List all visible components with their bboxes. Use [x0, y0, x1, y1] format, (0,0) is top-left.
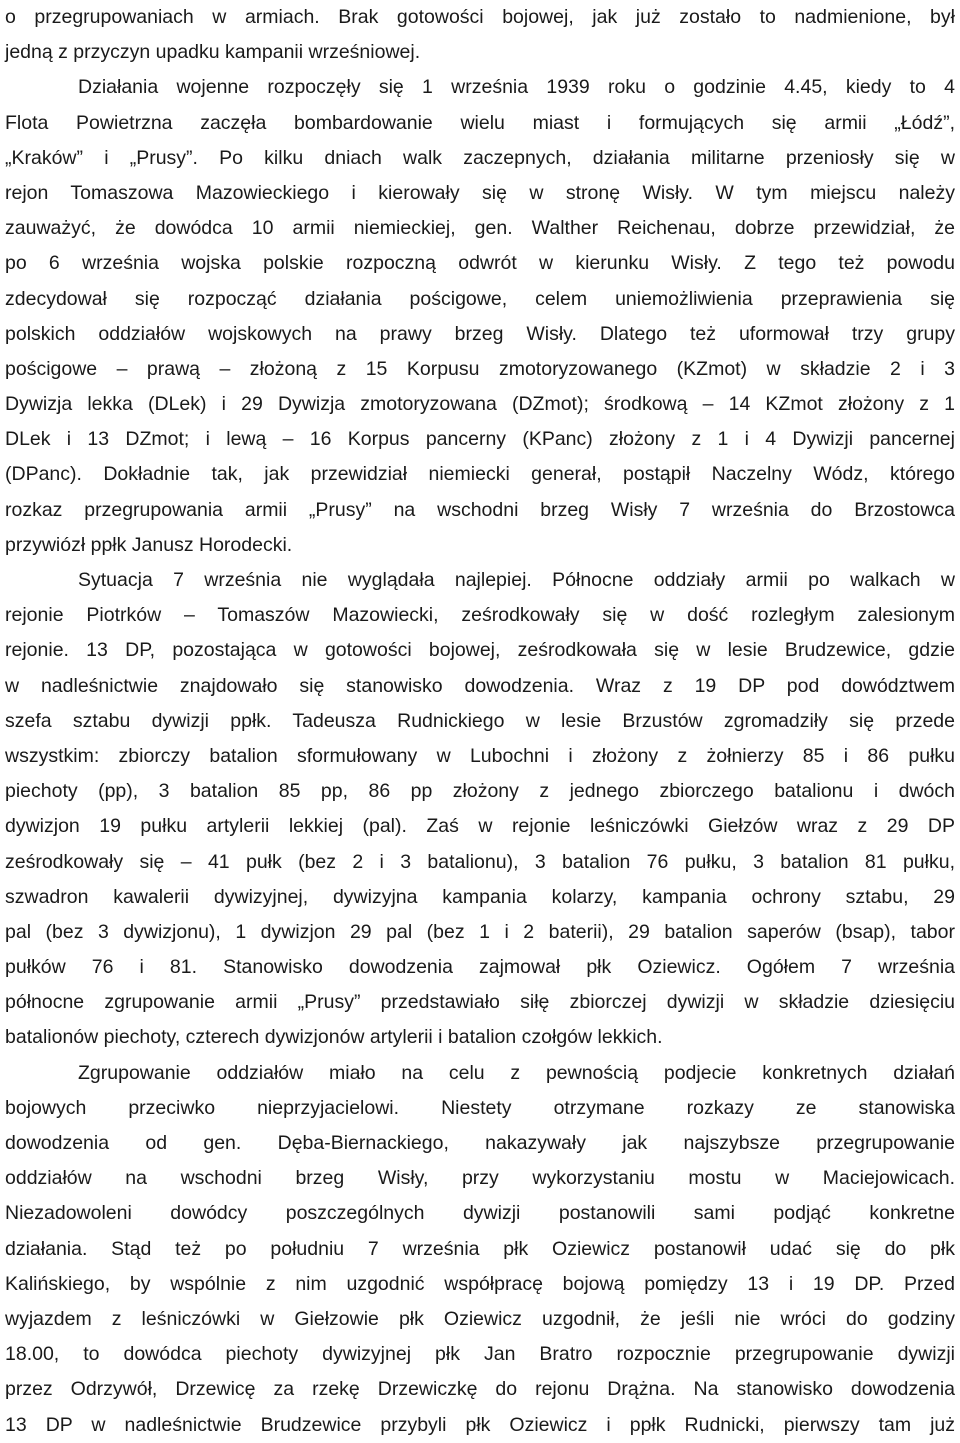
text-line: zauważyć, że dowódca 10 armii niemieckiej, gen. Walther Reichenau, dobrze przewidział, że — [5, 217, 955, 240]
text-line: Dywizja lekka (DLek) i 29 Dywizja zmotoryzowana (DZmot); środkową – 14 KZmot złożony z 1 — [5, 393, 955, 416]
text-line: Flota Powietrzna zaczęła bombardowanie wielu miast i formujących się armii „Łódź”, — [5, 111, 955, 134]
text-line: rejonie Piotrków – Tomaszów Mazowiecki, ześrodkowały się w dość rozległym zalesionym — [5, 604, 955, 627]
text-line: „Kraków” i „Prusy”. Po kilku dniach walk zaczepnych, działania militarne przeniosły się w — [5, 146, 955, 169]
text-line: działania. Stąd też po południu 7 września płk Oziewicz postanowił udać się do płk — [5, 1237, 955, 1260]
text-line: przywiózł ppłk Janusz Horodecki. — [5, 533, 293, 556]
text-line: oddziałów na wschodni brzeg Wisły, przy wykorzystaniu mostu w Maciejowicach. — [5, 1167, 955, 1190]
text-line: pościgowe – prawą – złożoną z 15 Korpusu zmotoryzowanego (KZmot) w składzie 2 i 3 — [5, 357, 955, 380]
text-line: Zgrupowanie oddziałów miało na celu z pewnością podjecie konkretnych działań — [78, 1061, 955, 1084]
text-line: rejon Tomaszowa Mazowieckiego i kierowały się w stronę Wisły. W tym miejscu należy — [5, 181, 955, 204]
text-line: Kalińskiego, by wspólnie z nim uzgodnić współpracę bojową pomiędzy 13 i 19 DP. Przed — [5, 1272, 955, 1295]
text-line: Działania wojenne rozpoczęły się 1 września 1939 roku o godzinie 4.45, kiedy to 4 — [78, 76, 955, 99]
text-line: batalionów piechoty, czterech dywizjonów artylerii i batalion czołgów lekkich. — [5, 1026, 663, 1049]
text-line: szefa sztabu dywizji ppłk. Tadeusza Rudnickiego w lesie Brzustów zgromadziły się przede — [5, 709, 955, 732]
text-line: wszystkim: zbiorczy batalion sformułowany w Lubochni i złożony z żołnierzy 85 i 86 pułku — [5, 744, 955, 767]
text-line: polskich oddziałów wojskowych na prawy brzeg Wisły. Dlatego też uformował trzy grupy — [5, 322, 955, 345]
text-line: bojowych przeciwko nieprzyjacielowi. Niestety otrzymane rozkazy ze stanowiska — [5, 1096, 955, 1119]
text-line: (DPanc). Dokładnie tak, jak przewidział niemiecki generał, postąpił Naczelny Wódz, którego — [5, 463, 955, 486]
text-line: Sytuacja 7 września nie wyglądała najlepiej. Północne oddziały armii po walkach w — [78, 569, 955, 591]
text-line: 18.00, to dowódca piechoty dywizyjnej płk Jan Bratro rozpocznie przegrupowanie dywizji — [5, 1343, 955, 1366]
text-line: DLek i 13 DZmot; i lewą – 16 Korpus pancerny (KPanc) złożony z 1 i 4 Dywizji pancernej — [5, 428, 955, 451]
text-line: jedną z przyczyn upadku kampanii wrześniowej. — [5, 41, 421, 64]
text-line: przez Odrzywół, Drzewicę za rzekę Drzewiczkę do rejonu Drążna. Na stanowisko dowodzenia — [5, 1378, 955, 1401]
text-line: rejonie. 13 DP, pozostająca w gotowości bojowej, ześrodkowała się w lesie Brudzewice, gdzie — [5, 639, 955, 662]
text-line: wyjazdem z leśniczówki w Giełzowie płk Oziewicz uzgodnił, że jeśli nie wróci do godziny — [5, 1307, 955, 1330]
text-line: 13 DP w nadleśnictwie Brudzewice przybyli płk Oziewicz i ppłk Rudnicki, pierwszy tam już — [5, 1413, 955, 1436]
text-line: dowodzenia od gen. Dęba-Biernackiego, nakazywały jak najszybsze przegrupowanie — [5, 1132, 955, 1154]
text-line: rozkaz przegrupowania armii „Prusy” na wschodni brzeg Wisły 7 września do Brzostowca — [5, 498, 955, 521]
text-line: pułków 76 i 81. Stanowisko dowodzenia zajmował płk Oziewicz. Ogółem 7 września — [5, 956, 955, 979]
text-line: pal (bez 3 dywizjonu), 1 dywizjon 29 pal (bez 1 i 2 baterii), 29 batalion saperów (bsap), tabor — [5, 920, 955, 943]
text-line: o przegrupowaniach w armiach. Brak gotowości bojowej, jak już zostało to nadmienione, był — [5, 6, 955, 28]
text-line: w nadleśnictwie znajdowało się stanowisko dowodzenia. Wraz z 19 DP pod dowództwem — [5, 674, 955, 697]
text-line: piechoty (pp), 3 batalion 85 pp, 86 pp złożony z jednego zbiorczego batalionu i dwóch — [5, 780, 955, 803]
text-line: zdecydował się rozpocząć działania pościgowe, celem uniemożliwienia przeprawienia się — [5, 287, 955, 310]
text-line: Niezadowoleni dowódcy poszczególnych dywizji postanowili sami podjąć konkretne — [5, 1202, 955, 1225]
document-page — [5, 0, 955, 1443]
text-line: ześrodkowały się – 41 pułk (bez 2 i 3 batalionu), 3 batalion 76 pułku, 3 batalion 81 pułku, — [5, 850, 955, 873]
text-line: północne zgrupowanie armii „Prusy” przedstawiało siłę zbiorczej dywizji w składzie dziesięciu — [5, 991, 955, 1014]
text-line: dywizjon 19 pułku artylerii lekkiej (pal). Zaś w rejonie leśniczówki Giełzów wraz z 29 DP — [5, 815, 955, 838]
text-line: po 6 września wojska polskie rozpoczną odwrót w kierunku Wisły. Z tego też powodu — [5, 252, 955, 275]
text-line: szwadron kawalerii dywizyjnej, dywizyjna kampania kolarzy, kampania ochrony sztabu, 29 — [5, 885, 955, 908]
